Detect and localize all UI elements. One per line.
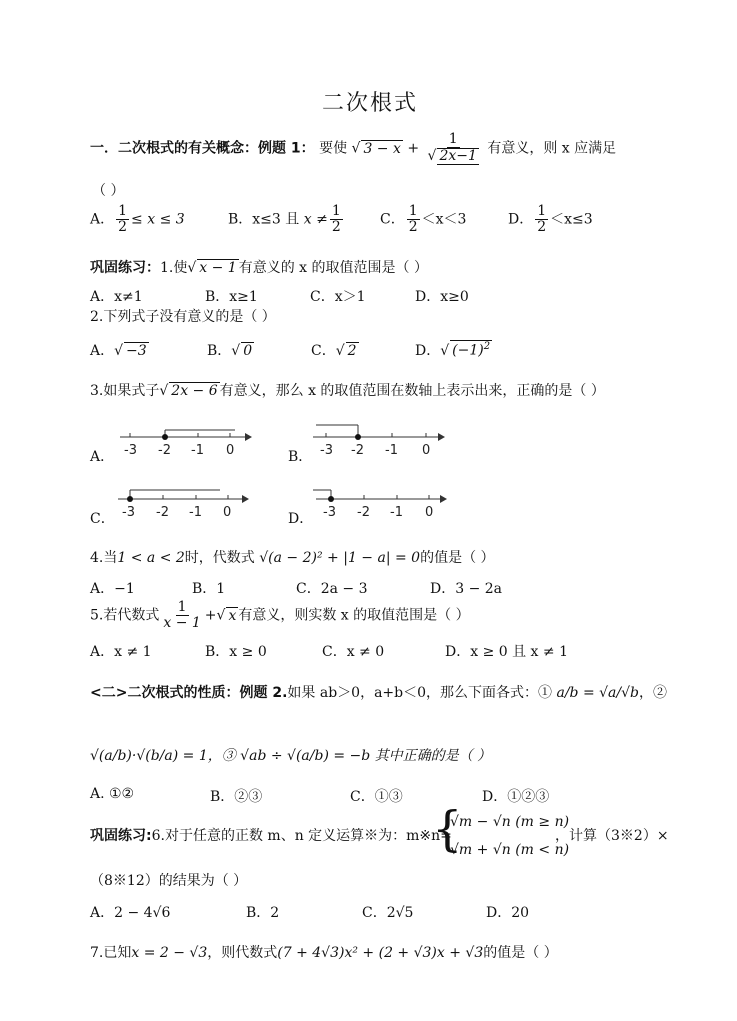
p5-opt-d: D．x ≥ 0 且 x ≠ 1 [445,644,568,660]
p2-opt-d: D．√ $(-1)^2$ [415,341,491,359]
s2-opt-b: B．②③ [210,789,263,805]
tick-label-b-3: -1 [385,443,398,458]
example-2: <二>二次根式的性质：例题 2.如果 ab＞0，a+b＜0，那么下面各式：① a/b = √a/√b，② [90,685,668,701]
p4-opt-a: A．−1 [90,581,135,597]
number-line-a [110,420,260,465]
p4-opt-d: D．3 − 2a [430,581,503,597]
p1-opt-a: A．x≠1 [90,289,143,305]
page-title: 二次根式 [322,91,419,116]
p6-tail: ，计算（3※2）× [555,828,669,844]
p4-opt-b: B．1 [192,581,226,597]
practice-6: 巩固练习:6.对于任意的正数 m、n 定义运算※为：m※n= [90,828,452,844]
tick-label-d-2: -2 [357,505,370,520]
piecewise-case-2: √m + √n (m < n) [450,842,570,858]
p5-opt-a: A．x ≠ 1 [90,644,152,660]
practice-1: 巩固练习：1.使√ x − 1 有意义的 x 的取值范围是（ ） [90,260,428,276]
p3-label-a: A． [90,449,115,465]
tick-label-d-4: 0 [425,505,434,520]
number-line-d [308,482,458,527]
p3-label-d: D． [288,511,314,527]
practice-2: 2.下列式子没有意义的是（ ） [90,309,276,325]
tick-label-a-3: -1 [191,443,204,458]
ex1-option-c: C． $\frac{1}{2}$ ＜x＜3 [380,203,467,235]
practice-5: 5.若代数式 $\frac{1}{x - 1}$ +√ x 有意义，则实数 x 的取值范围是（ ） [90,599,470,631]
p2-opt-b: B．√ 0 [207,343,253,359]
p2-opt-c: C．√ 2 [311,343,357,359]
p1-opt-b: B．x≥1 [205,289,258,305]
p6-opt-a: A．2 − 4√6 [90,905,171,921]
p1-opt-d: D．x≥0 [415,289,469,305]
ex1-fraction: $\frac{1}{√ 2x-1}$ [427,131,477,164]
tick-label-c-3: -1 [189,505,202,520]
p1-opt-c: C．x＞1 [310,289,366,305]
ex1-option-a: A． $\frac{1}{2}$ ≤ x ≤ 3 [90,203,185,235]
p5-opt-c: C．x ≠ 0 [322,644,385,660]
tick-label-c-2: -2 [156,505,169,520]
piecewise-brace: { [432,801,463,857]
s2-opt-c: C．①③ [350,789,403,805]
tick-label-a-1: -3 [124,443,137,458]
s2-opt-d: D．①②③ [482,789,550,805]
ex1-option-b: B．x≤3 且 x ≠ $\frac{1}{2}$ [228,203,341,235]
tick-label-b-2: -2 [351,443,364,458]
p6-opt-d: D．20 [486,905,530,921]
ex1-paren: （ ） [92,183,125,199]
number-line-c [110,482,260,527]
example-1: 一．二次根式的有关概念：例题 1： 要使 √ 3 − x + $\frac{1}{√ 2x-1}$ 有意义，则 x 应满足 [90,131,617,164]
piecewise-case-1: √m − √n (m ≥ n) [450,814,570,830]
ex1-tail: 有意义，则 x 应满足 [487,140,617,157]
section-1-heading: 一．二次根式的有关概念：例题 1： [90,140,315,157]
tick-label-d-1: -3 [323,505,336,520]
practice-7: 7.已知x = 2 − √3，则代数式(7 + 4√3)x² + (2 + √3)x + √3的值是（ ） [90,945,558,961]
number-line-b [308,420,458,465]
practice-3: 3.如果式子√ 2x − 6 有意义，那么 x 的取值范围在数轴上表示出来，正确的是（ ） [90,383,605,399]
p5-opt-b: B．x ≥ 0 [205,644,267,660]
ex1-lead: 要使 [319,140,348,157]
p2-opt-a: A．√ −3 [90,343,147,359]
example-2-line-2: √(a/b)·√(b/a) = 1，③ √ab ÷ √(a/b) = −b 其中正确的是（ ） [90,748,492,764]
p6-opt-b: B．2 [246,905,280,921]
tick-label-a-2: -2 [158,443,171,458]
section-2-heading: <二>二次根式的性质：例题 2. [90,685,288,701]
ex1-option-d: D． $\frac{1}{2}$ ＜x≤3 [508,203,593,235]
p6-line-2: （8※12）的结果为（ ） [90,873,248,889]
tick-label-b-1: -3 [320,443,333,458]
p3-label-c: C． [90,511,115,527]
tick-label-c-1: -3 [122,505,135,520]
ex1-root: 3 − x [363,140,401,157]
tick-label-a-4: 0 [226,443,235,458]
s2-opt-a: A. ①② [90,786,135,802]
p4-opt-c: C．2a − 3 [296,581,368,597]
p6-opt-c: C．2√5 [362,905,414,921]
p3-label-b: B． [288,449,313,465]
tick-label-b-4: 0 [422,443,431,458]
practice-4: 4.当1 < a < 2时，代数式 √(a − 2)² + |1 − a| = 0的值是（ ） [90,550,495,566]
tick-label-c-4: 0 [223,505,232,520]
tick-label-d-3: -1 [390,505,403,520]
